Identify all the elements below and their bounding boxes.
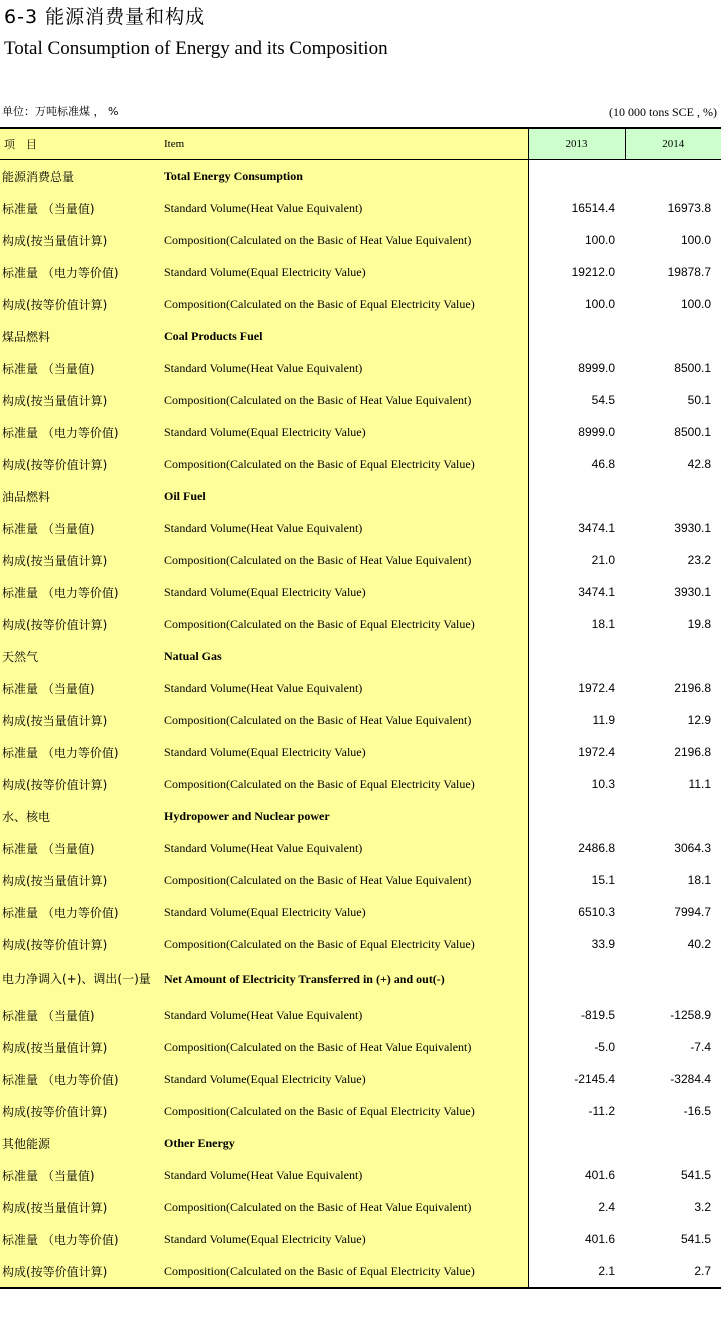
table-row [0,576,721,608]
row-label-cn: 水、核电 [0,800,160,832]
row-label-en: Oil Fuel [160,480,528,512]
value-2013: -819.5 [580,1008,615,1022]
value-2014: -1258.9 [670,1008,711,1022]
value-2013: 8999.0 [578,361,615,375]
table-row [0,448,721,480]
value-2013: 2.4 [598,1200,615,1214]
row-label-en: Standard Volume(Equal Electricity Value) [160,256,528,288]
row-label-cn: 构成(按当量值计算) [0,224,160,256]
table-row [0,416,721,448]
table-row [0,608,721,640]
row-label-en: Composition(Calculated on the Basic of Equal Electricity Value) [160,928,528,960]
table-row [0,1223,721,1255]
row-label-cn: 标准量 （当量值) [0,832,160,864]
value-2014: 50.1 [687,393,711,407]
unit-label-cn: 单位：万吨标准煤 ， % [2,105,119,118]
value-2014 [625,480,721,512]
table-row [0,1255,721,1288]
table-row [0,704,721,736]
header-item-cn: 项 目 [0,128,160,160]
value-2013: 6510.3 [578,905,615,919]
row-label-cn: 标准量 （当量值) [0,672,160,704]
value-2013: 1972.4 [578,745,615,759]
value-2014: 3930.1 [674,585,711,599]
value-2013 [528,160,625,193]
table-row [0,512,721,544]
row-label-en: Composition(Calculated on the Basic of Equal Electricity Value) [160,1095,528,1127]
table-section-row [0,160,721,193]
value-2014 [625,320,721,352]
row-label-cn: 标准量 （当量值) [0,512,160,544]
table-row [0,352,721,384]
header-year-2014: 2014 [625,128,721,160]
row-label-cn: 构成(按等价值计算) [0,608,160,640]
value-2014: 12.9 [687,713,711,727]
value-2013: 19212.0 [571,265,615,279]
value-2013 [528,320,625,352]
row-label-cn: 标准量 （电力等价值) [0,1063,160,1095]
table-row [0,1159,721,1191]
row-label-en: Composition(Calculated on the Basic of Equal Electricity Value) [160,1255,528,1288]
table-section-row [0,320,721,352]
row-label-cn: 标准量 （当量值) [0,192,160,224]
row-label-cn: 标准量 （当量值) [0,1159,160,1191]
row-label-cn: 构成(按当量值计算) [0,1031,160,1063]
value-2013 [528,800,625,832]
table-row [0,1095,721,1127]
value-2013: 18.1 [591,617,615,631]
value-2014: 100.0 [680,297,711,311]
row-label-cn: 油品燃料 [0,480,160,512]
value-2013: 100.0 [584,297,615,311]
row-label-en: Composition(Calculated on the Basic of Equal Electricity Value) [160,768,528,800]
value-2014: 8500.1 [674,361,711,375]
value-2014: 23.2 [687,553,711,567]
value-2014: 3064.3 [674,841,711,855]
value-2014: 3.2 [694,1200,711,1214]
row-label-cn: 标准量 （电力等价值) [0,576,160,608]
value-2013: 3474.1 [578,585,615,599]
table-row [0,768,721,800]
value-2014: 42.8 [687,457,711,471]
value-2014: 541.5 [680,1168,711,1182]
row-label-en: Other Energy [160,1127,528,1159]
value-2013 [528,1127,625,1159]
row-label-en: Composition(Calculated on the Basic of Equal Electricity Value) [160,288,528,320]
row-label-en: Composition(Calculated on the Basic of Heat Value Equivalent) [160,224,528,256]
row-label-cn: 能源消费总量 [0,160,160,193]
row-label-en: Standard Volume(Heat Value Equivalent) [160,512,528,544]
table-section-row [0,1127,721,1159]
row-label-en: Standard Volume(Heat Value Equivalent) [160,672,528,704]
value-2013 [528,640,625,672]
value-2013: 8999.0 [578,425,615,439]
row-label-cn: 标准量 （电力等价值) [0,256,160,288]
value-2013: 1972.4 [578,681,615,695]
row-label-cn: 天然气 [0,640,160,672]
value-2013: 16514.4 [571,201,615,215]
table-section-row [0,800,721,832]
table-row [0,256,721,288]
row-label-cn: 构成(按当量值计算) [0,544,160,576]
row-label-en: Standard Volume(Equal Electricity Value) [160,896,528,928]
value-2014: 541.5 [680,1232,711,1246]
table-row [0,896,721,928]
value-2014: 2.7 [625,1255,721,1288]
row-label-cn: 构成(按当量值计算) [0,1191,160,1223]
value-2013: 10.3 [591,777,615,791]
value-2013: 21.0 [591,553,615,567]
value-2013: 54.5 [591,393,615,407]
value-2014 [625,640,721,672]
value-2014: 2196.8 [674,681,711,695]
value-2014: 100.0 [680,233,711,247]
table-row [0,672,721,704]
value-2013: 11.9 [592,713,615,727]
value-2013 [528,960,625,999]
header-row [0,128,721,160]
row-label-cn: 构成(按等价值计算) [0,928,160,960]
row-label-en: Composition(Calculated on the Basic of Heat Value Equivalent) [160,384,528,416]
row-label-cn: 构成(按等价值计算) [0,768,160,800]
value-2013: 33.9 [591,937,615,951]
row-label-en: Standard Volume(Heat Value Equivalent) [160,832,528,864]
value-2014: 8500.1 [674,425,711,439]
row-label-cn: 其他能源 [0,1127,160,1159]
row-label-en: Composition(Calculated on the Basic of Heat Value Equivalent) [160,1191,528,1223]
value-2014: 16973.8 [667,201,711,215]
value-2013: -11.2 [588,1104,615,1118]
row-label-cn: 构成(按等价值计算) [0,448,160,480]
value-2014 [625,960,721,999]
table-row [0,544,721,576]
row-label-cn: 构成(按等价值计算) [0,1255,160,1288]
table-body [0,160,721,1289]
row-label-en: Coal Products Fuel [160,320,528,352]
table-row [0,928,721,960]
row-label-en: Standard Volume(Heat Value Equivalent) [160,999,528,1031]
value-2014 [625,800,721,832]
value-2013: 46.8 [591,457,615,471]
table-section-row [0,960,721,999]
row-label-en: Standard Volume(Equal Electricity Value) [160,1063,528,1095]
row-label-cn: 构成(按当量值计算) [0,704,160,736]
row-label-cn: 标准量 （当量值) [0,999,160,1031]
row-label-en: Standard Volume(Heat Value Equivalent) [160,1159,528,1191]
row-label-cn: 构成(按当量值计算) [0,864,160,896]
row-label-cn: 标准量 （电力等价值) [0,896,160,928]
table-row [0,224,721,256]
row-label-en: Standard Volume(Equal Electricity Value) [160,416,528,448]
value-2014: 7994.7 [674,905,711,919]
table-row [0,288,721,320]
value-2013: 2.1 [528,1255,625,1288]
value-2014: 2196.8 [674,745,711,759]
value-2014: -16.5 [683,1104,711,1118]
row-label-en: Composition(Calculated on the Basic of Heat Value Equivalent) [160,864,528,896]
value-2013: 3474.1 [578,521,615,535]
table-row [0,1031,721,1063]
value-2014: 3930.1 [674,521,711,535]
header-year-2013: 2013 [528,128,625,160]
row-label-en: Standard Volume(Heat Value Equivalent) [160,352,528,384]
row-label-en: Composition(Calculated on the Basic of Heat Value Equivalent) [160,1031,528,1063]
row-label-cn: 构成(按当量值计算) [0,384,160,416]
value-2014 [625,1127,721,1159]
row-label-cn: 构成(按等价值计算) [0,1095,160,1127]
table-row [0,999,721,1031]
row-label-en: Standard Volume(Equal Electricity Value) [160,736,528,768]
table-row [0,1191,721,1223]
value-2014 [625,160,721,193]
header-item-en: Item [160,128,528,160]
table-row [0,864,721,896]
page-title-cn: 6-3 能源消费量和构成 [4,6,206,28]
value-2013: 15.1 [591,873,615,887]
row-label-en: Composition(Calculated on the Basic of Equal Electricity Value) [160,448,528,480]
value-2014: -7.4 [690,1040,711,1054]
table-header [0,128,721,160]
row-label-en: Total Energy Consumption [160,160,528,193]
page-title-en: Total Consumption of Energy and its Composition [4,38,388,59]
value-2014: 18.1 [687,873,711,887]
row-label-cn: 标准量 （电力等价值) [0,736,160,768]
value-2013 [528,480,625,512]
value-2014: 40.2 [687,937,711,951]
row-label-cn: 电力净调入(+)、调出(一)量 [0,960,160,999]
row-label-en: Standard Volume(Equal Electricity Value) [160,576,528,608]
row-label-cn: 标准量 （当量值) [0,352,160,384]
row-label-en: Standard Volume(Heat Value Equivalent) [160,192,528,224]
row-label-en: Hydropower and Nuclear power [160,800,528,832]
row-label-cn: 标准量 （电力等价值) [0,416,160,448]
value-2013: 2486.8 [578,841,615,855]
unit-label-en: (10 000 tons SCE , %) [609,105,717,119]
energy-consumption-table [0,127,721,1289]
table-row [0,192,721,224]
value-2014: 11.1 [688,777,711,791]
row-label-cn: 煤品燃料 [0,320,160,352]
value-2013: 100.0 [584,233,615,247]
row-label-cn: 构成(按等价值计算) [0,288,160,320]
row-label-en: Composition(Calculated on the Basic of Equal Electricity Value) [160,608,528,640]
value-2014: -3284.4 [670,1072,711,1086]
value-2013: -2145.4 [574,1072,615,1086]
value-2013: -5.0 [594,1040,615,1054]
row-label-en: Standard Volume(Equal Electricity Value) [160,1223,528,1255]
table-section-row [0,640,721,672]
row-label-en: Natual Gas [160,640,528,672]
table-section-row [0,480,721,512]
row-label-en: Net Amount of Electricity Transferred in (+) and out(-) [160,960,528,999]
value-2013: 401.6 [584,1168,615,1182]
value-2014: 19878.7 [667,265,711,279]
table-row [0,832,721,864]
row-label-en: Composition(Calculated on the Basic of Heat Value Equivalent) [160,544,528,576]
value-2014: 19.8 [687,617,711,631]
row-label-en: Composition(Calculated on the Basic of Heat Value Equivalent) [160,704,528,736]
row-label-cn: 标准量 （电力等价值) [0,1223,160,1255]
energy-table-container [0,127,721,1289]
table-row [0,1063,721,1095]
table-row [0,384,721,416]
value-2013: 401.6 [584,1232,615,1246]
table-row [0,736,721,768]
